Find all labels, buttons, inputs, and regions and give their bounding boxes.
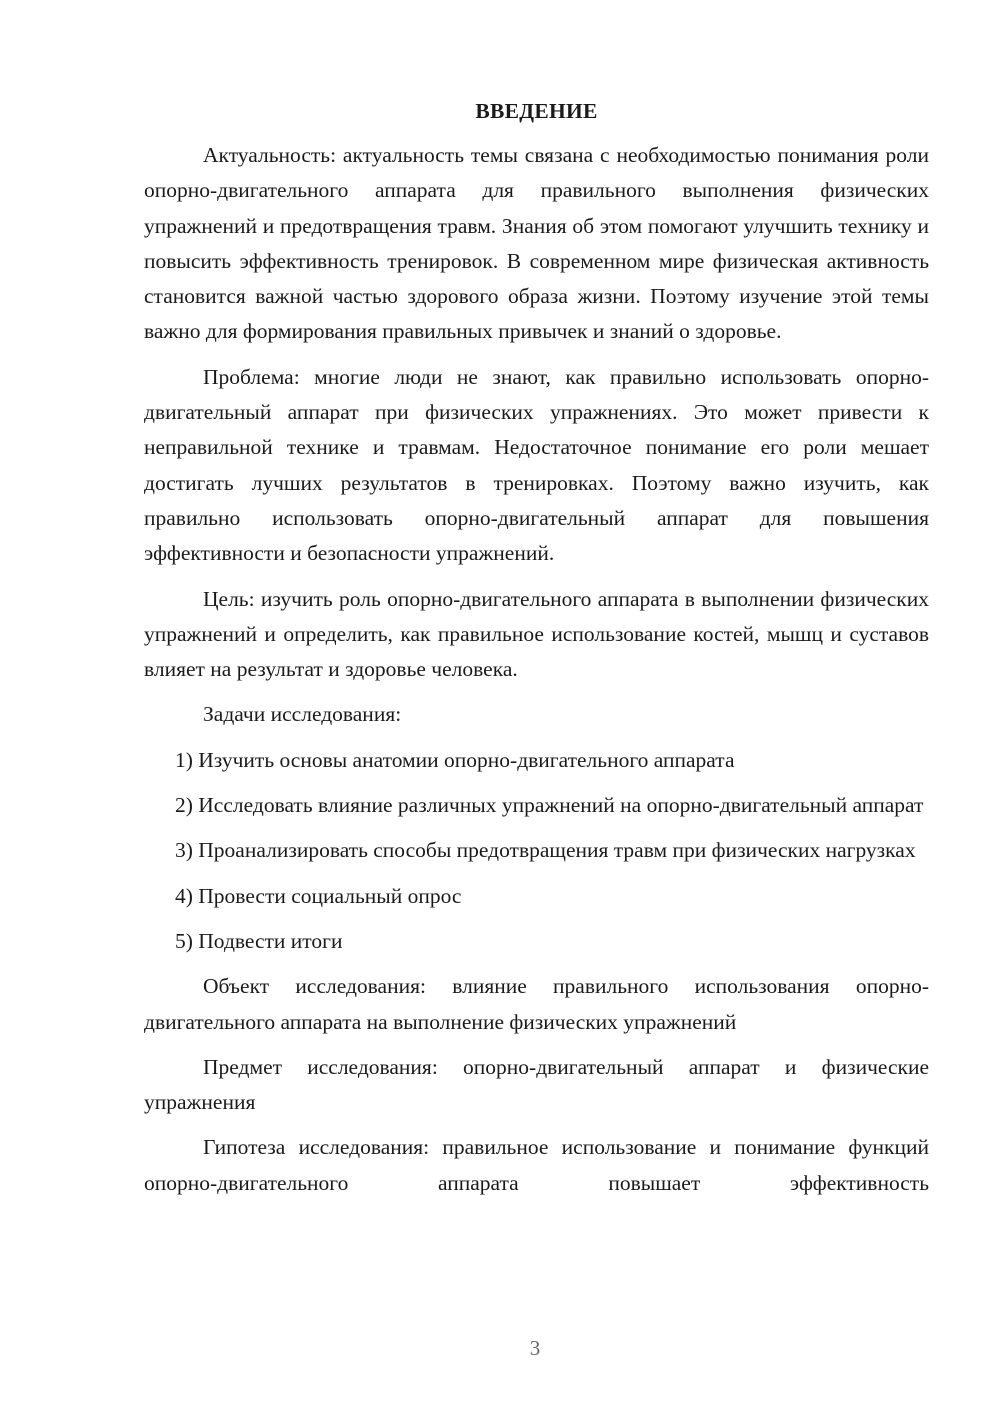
tasks-heading: Задачи исследования:: [203, 702, 402, 727]
task-item-1: 1) Изучить основы анатомии опорно-двигательного аппарата: [175, 747, 735, 772]
section-title: ВВЕДЕНИЕ: [475, 99, 598, 123]
subject-paragraph: Предмет исследования: опорно-двигательный аппарат и физические упражнения: [144, 1054, 929, 1115]
object-paragraph: Объект исследования: влияние правильного использования опорно-двигательного аппарата на выполнение физических упражнений: [144, 974, 929, 1034]
task-item-2: 2) Исследовать влияние различных упражнений на опорно-двигательный аппарат: [175, 793, 924, 818]
task-item-4: 4) Провести социальный опрос: [175, 883, 462, 908]
page-content: [144, 96, 929, 1211]
task-item-3: 3) Проанализировать способы предотвращения травм при физических нагрузках: [175, 838, 916, 863]
relevance-paragraph: Актуальность: актуальность темы связана с необходимостью понимания роли опорно-двигательного аппарата для правильного выполнения физических упражнений и предотвращения травм. Знания об этом помогают улучшить технику и повысить эффективность тренировок. В современном мире физическая активность становится важной частью здорового образа жизни. Поэтому изучение этой темы важно для формирования правильных привычек и знаний о здоровье.: [144, 143, 929, 344]
hypothesis-paragraph: Гипотеза исследования: правильное использование и понимание функций опорно-двигательного аппарата повышает эффективность: [144, 1135, 929, 1195]
problem-paragraph: Проблема: многие люди не знают, как правильно использовать опорно-двигательный аппарат при физических упражнениях. Это может привести к неправильной технике и травмам. Недостаточное понимание его роли мешает достигать лучших результатов в тренировках. Поэтому важно изучить, как правильно использовать опорно-двигательный аппарат для повышения эффективности и безопасности упражнений.: [144, 364, 929, 566]
task-item-5: 5) Подвести итоги: [175, 928, 343, 953]
goal-paragraph: Цель: изучить роль опорно-двигательного аппарата в выполнении физических упражнений и определить, как правильное использование костей, мышц и суставов влияет на результат и здоровье человека.: [144, 586, 929, 682]
page-number: 3: [529, 1336, 541, 1360]
